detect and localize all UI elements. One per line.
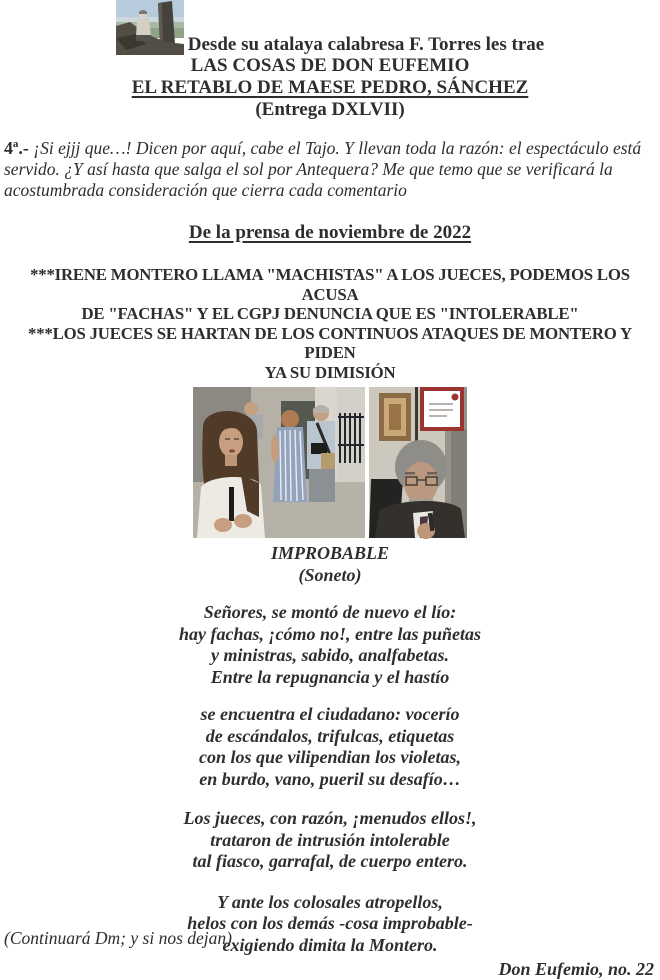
poem-line: Y ante los colosales atropellos, (217, 891, 443, 912)
poem-stanza-3 (0, 808, 660, 873)
poem-line: de escándalos, trifulcas, etiquetas (205, 725, 455, 746)
header-byline: Desde su atalaya calabresa F. Torres les trae (187, 34, 545, 55)
poem-stanza-2 (0, 704, 660, 790)
poem-line: helos con los demás -cosa improbable- (187, 913, 473, 933)
news-photo-container (0, 387, 660, 538)
news-photo (193, 387, 467, 538)
header-installment: (Entrega DXLVII) (255, 99, 405, 120)
document-header (0, 0, 660, 121)
poem-line: Entre la repugnancia y el hastío (210, 666, 450, 687)
headline-2-line-1: ***LOS JUECES SE HARTAN DE LOS CONTINUOS ATAQUES DE MONTERO Y PIDEN (28, 323, 632, 362)
poem-line: Los jueces, con razón, ¡menudos ellos!, (183, 808, 477, 828)
poem-block (0, 542, 660, 980)
poem-line: hay fachas, ¡cómo no!, entre las puñetas (178, 623, 482, 644)
headline-1-line-2: DE "FACHAS" Y EL CGPJ DENUNCIA QUE ES "INTOLERABLE" (81, 304, 579, 323)
intro-prefix: 4ª.- (4, 138, 29, 158)
intro-text: ¡Si ejjj que…! Dicen por aquí, cabe el Tajo. Y llevan toda la razón: el espectáculo está servido. ¿Y así hasta que salga el sol por Antequera? Me que temo que se verificará la acostumbrada consideración que cierra cada comentario (4, 138, 642, 200)
headline-1-line-1: ***IRENE MONTERO LLAMA "MACHISTAS" A LOS JUECES, PODEMOS LOS ACUSA (30, 265, 630, 304)
header-main-title: EL RETABLO DE MAESE PEDRO, SÁNCHEZ (131, 77, 529, 98)
poem-line: Señores, se montó de nuevo el lío: (203, 602, 457, 622)
poem-line: trataron de intrusión intolerable (210, 829, 450, 850)
poem-line: con los que vilipendian los violetas, (198, 747, 461, 767)
watchtower-photo (116, 0, 184, 55)
poem-stanza-1 (0, 602, 660, 688)
footer-note: (Continuará Dm; y si nos dejan) (4, 928, 232, 948)
poem-line: y ministras, sabido, analfabetas. (210, 645, 450, 665)
poem-line: tal fiasco, garrafal, de cuerpo entero. (192, 851, 468, 871)
poem-subtitle: (Soneto) (298, 565, 362, 585)
poem-line: en burdo, vano, pueril su desafío… (199, 768, 461, 789)
poem-line: se encuentra el ciudadano: vocerío (200, 704, 460, 724)
poem-signature: Don Eufemio, no. 22 (498, 959, 654, 979)
headline-2-line-2: YA SU DIMISIÓN (264, 362, 396, 382)
poem-title: IMPROBABLE (270, 543, 390, 563)
headlines-block (2, 265, 658, 382)
section-title: De la prensa de noviembre de 2022 (188, 222, 472, 243)
poem-line: exigiendo dimita la Montero. (222, 934, 438, 955)
header-byline-row (0, 0, 660, 55)
intro-paragraph (4, 138, 656, 201)
header-series-title: LAS COSAS DE DON EUFEMIO (190, 55, 470, 76)
